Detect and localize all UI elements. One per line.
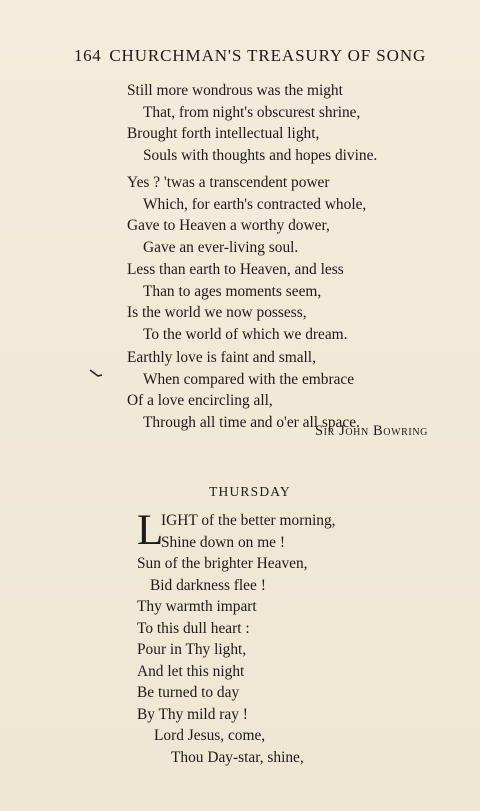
poem-line: Through all time and o'er all space.: [143, 413, 360, 431]
hymn-line: Bid darkness flee !: [150, 576, 266, 594]
hymn-line: Pour in Thy light,: [137, 641, 247, 658]
poem-stanza-2: [127, 172, 447, 258]
poem-line: To the world of which we dream.: [143, 325, 348, 343]
hymn-line: Sun of the brighter Heaven,: [137, 555, 308, 572]
poem-line: Is the world we now possess,: [127, 304, 307, 321]
hymn-line: Be turned to day: [137, 684, 240, 701]
hymn-line: Thy warmth impart: [137, 598, 257, 615]
poem-line: Souls with thoughts and hopes divine.: [143, 146, 378, 164]
poem-stanza-1: [127, 80, 447, 166]
poem-stanza-3: [127, 259, 447, 345]
book-title: CHURCHMAN'S TREASURY OF SONG: [109, 46, 427, 65]
poem-line: Earthly love is faint and small,: [127, 349, 316, 366]
poem-line: That, from night's obscurest shrine,: [143, 103, 361, 121]
poem-line: Less than earth to Heaven, and less: [127, 261, 344, 278]
poem-line: Brought forth intellectual light,: [127, 125, 320, 142]
poem-line: When compared with the embrace: [143, 370, 355, 388]
hymn-line: IGHT of the better morning,: [161, 512, 336, 529]
running-head: [74, 46, 454, 66]
hymn-line: And let this night: [137, 662, 245, 680]
drop-cap: L: [137, 507, 164, 554]
poem-line: Which, for earth's contracted whole,: [143, 195, 367, 213]
poem-line: Still more wondrous was the might: [127, 82, 343, 99]
hymn-line: Lord Jesus, come,: [154, 727, 266, 744]
hymn-line: Thou Day-star, shine,: [171, 748, 304, 766]
page-number: 164: [74, 46, 102, 65]
poem-line: Than to ages moments seem,: [143, 282, 322, 300]
author-attribution: Sir John Bowring: [315, 423, 428, 439]
poem-line: Gave an ever-living soul.: [143, 238, 299, 256]
poem-title: THURSDAY: [209, 484, 291, 499]
poem-line: Of a love encircling all,: [127, 392, 273, 409]
hymn-text: [137, 507, 437, 768]
hymn-line: By Thy mild ray !: [137, 705, 248, 723]
poem-line: Yes ? 'twas a transcendent power: [127, 174, 330, 191]
poem-stanza-4: [127, 347, 447, 433]
hymn-line: Shine down on me !: [161, 533, 285, 551]
margin-mark-icon: [89, 369, 103, 379]
hymn-line: To this dull heart :: [137, 619, 250, 637]
poem-line: Gave to Heaven a worthy dower,: [127, 217, 330, 234]
